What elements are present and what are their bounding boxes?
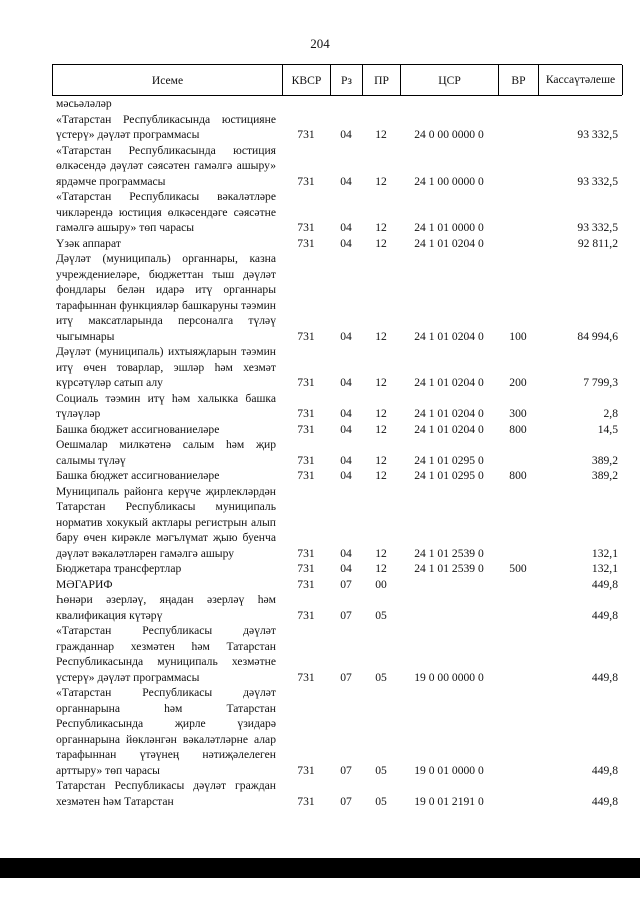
- row-name: «Татарстан Республикасында юстиция өлкәсендә дәүләт сәясәтен гамәлгә ашыру» ярдәмче программасы: [56, 143, 276, 188]
- row-pr: 05: [375, 670, 387, 684]
- row-kvsr: 731: [297, 577, 315, 591]
- row-rz: 04: [340, 221, 352, 234]
- row-amount: 449,8: [591, 577, 618, 591]
- row-name: МӘГАРИФ: [56, 577, 113, 591]
- row-csr: 24 1 01 0204 0: [414, 407, 484, 420]
- row-kvsr: 731: [297, 794, 315, 808]
- row-vr: 500: [509, 562, 527, 575]
- row-vr: 200: [509, 376, 527, 389]
- table-header: [52, 64, 622, 96]
- row-vr: 800: [509, 422, 527, 436]
- row-kvsr: 731: [297, 670, 315, 684]
- row-vr: [498, 778, 538, 809]
- row-rz: 07: [340, 608, 352, 622]
- table-row: [52, 484, 622, 562]
- header-kassa: [539, 65, 623, 95]
- row-pr: 05: [375, 763, 387, 777]
- row-vr: [498, 592, 538, 623]
- row-csr: 24 1 00 0000 0: [414, 174, 484, 188]
- header-csr: ЦСР: [401, 65, 499, 95]
- row-amount: 93 332,5: [577, 221, 618, 234]
- row-csr: 19 0 01 2191 0: [414, 794, 484, 808]
- row-vr: [498, 577, 538, 593]
- scan-bottom-bar: [0, 858, 640, 878]
- row-kvsr: 731: [297, 562, 315, 575]
- row-amount: 7 799,3: [583, 376, 618, 389]
- row-pr: 12: [375, 236, 387, 250]
- row-pr: 05: [375, 608, 387, 622]
- row-name: Муниципаль районга керүче җирлекләрдән Татарстан Республикасы муниципаль норматив хокукый актлары регистрын алып бару өчен кирәкле мәгълүмат җыю буенча дәүләт вәкаләтләрен гамәлгә ашыру: [56, 484, 276, 560]
- row-vr: [498, 236, 538, 252]
- row-amount: [538, 96, 622, 112]
- row-rz: 04: [340, 562, 352, 575]
- row-pr: 12: [375, 221, 387, 234]
- row-pr: 12: [375, 128, 387, 141]
- row-amount: 449,8: [591, 608, 618, 622]
- row-rz: 04: [340, 422, 352, 436]
- row-pr: 12: [375, 562, 387, 575]
- row-csr: 24 1 01 0204 0: [414, 376, 484, 389]
- row-csr: 24 0 00 0000 0: [414, 128, 484, 141]
- table-row: [52, 344, 622, 391]
- row-amount: 389,2: [591, 469, 618, 482]
- row-name: Үзәк аппарат: [56, 236, 121, 250]
- table-row: [52, 577, 622, 593]
- row-csr: 24 1 01 0204 0: [414, 422, 484, 436]
- row-csr: 19 0 00 0000 0: [414, 670, 484, 684]
- table-row: [52, 422, 622, 438]
- row-csr: 24 1 01 0295 0: [414, 453, 484, 467]
- row-kvsr: 731: [297, 376, 315, 389]
- table-row: [52, 112, 622, 143]
- row-vr: [498, 112, 538, 143]
- row-kvsr: 731: [297, 174, 315, 188]
- row-pr: 12: [375, 546, 387, 560]
- row-csr: 24 1 01 2539 0: [414, 546, 484, 560]
- table-row: [52, 143, 622, 190]
- row-csr: 24 1 01 0204 0: [414, 236, 484, 250]
- row-pr: 12: [375, 174, 387, 188]
- row-name: Башка бюджет ассигнованиеләре: [56, 469, 220, 482]
- row-kvsr: 731: [297, 128, 315, 141]
- row-amount: 93 332,5: [577, 174, 618, 188]
- row-rz: [330, 96, 362, 112]
- header-pr: ПР: [363, 65, 401, 95]
- row-name: Бюджетара трансфертлар: [56, 562, 182, 575]
- row-csr: 24 1 01 0295 0: [414, 469, 484, 482]
- row-amount: 14,5: [597, 422, 618, 436]
- row-kvsr: 731: [297, 546, 315, 560]
- row-amount: 132,1: [591, 546, 618, 560]
- row-vr: [498, 623, 538, 685]
- row-pr: 00: [375, 577, 387, 591]
- row-rz: 04: [340, 546, 352, 560]
- row-pr: 05: [375, 794, 387, 808]
- row-rz: 04: [340, 329, 352, 343]
- row-name: Татарстан Республикасы дәүләт граждан хезмәтен һәм Татарстан: [56, 779, 276, 808]
- row-vr: [498, 484, 538, 562]
- row-vr: [498, 189, 538, 236]
- header-kassa-line2: үтәлеше: [574, 73, 616, 86]
- row-csr: 24 1 01 0204 0: [414, 329, 484, 343]
- row-csr: [400, 96, 498, 112]
- row-name: Башка бюджет ассигнованиеләре: [56, 422, 220, 436]
- row-rz: 07: [340, 763, 352, 777]
- page-number: 204: [310, 36, 330, 51]
- row-vr: 100: [509, 329, 527, 343]
- row-name: «Татарстан Республикасында юстицияне үстерү» дәүләт программасы: [56, 112, 276, 141]
- row-csr: 24 1 01 2539 0: [414, 562, 484, 575]
- table-row: [52, 189, 622, 236]
- header-vr: ВР: [499, 65, 539, 95]
- row-amount: 132,1: [591, 562, 618, 575]
- row-name: «Татарстан Республикасы дәүләт органнарына һәм Татарстан Республикасында җирле үзидарә органнарына йөкләнгән вәкаләтләрне алар тарафыннан үтәүнең нәтиҗәлелеген арттыру» төп чарасы: [56, 686, 276, 777]
- row-rz: 04: [340, 469, 352, 482]
- row-rz: 07: [340, 670, 352, 684]
- row-name: Оешмалар милкәтенә салым һәм җир салымы түләү: [56, 438, 276, 467]
- row-kvsr: 731: [297, 221, 315, 234]
- row-rz: 04: [340, 236, 352, 250]
- row-name: мәсьәләләр: [56, 97, 112, 110]
- row-pr: 12: [375, 469, 387, 482]
- table-row: [52, 592, 622, 623]
- row-name: Һөнәри әзерләү, яңадан әзерләү һәм квалификация күтәрү: [56, 593, 276, 622]
- row-csr: 19 0 01 0000 0: [414, 763, 484, 777]
- row-amount: 449,8: [591, 763, 618, 777]
- row-csr: [400, 577, 498, 593]
- row-amount: 84 994,6: [577, 329, 618, 343]
- table-row: [52, 236, 622, 252]
- table-row: [52, 778, 622, 809]
- row-pr: 12: [375, 376, 387, 389]
- budget-table: [52, 64, 622, 809]
- row-kvsr: 731: [297, 329, 315, 343]
- row-csr: 24 1 01 0000 0: [414, 221, 484, 234]
- row-amount: 92 811,2: [577, 236, 618, 250]
- row-kvsr: 731: [297, 763, 315, 777]
- row-vr: 800: [509, 469, 527, 482]
- table-row: [52, 561, 622, 577]
- header-kassa-line1: Касса: [545, 73, 575, 86]
- row-pr: 12: [375, 453, 387, 467]
- row-pr: 12: [375, 329, 387, 343]
- row-name: «Татарстан Республикасы вәкаләтләре чикләрендә юстиция өлкәсендәге сәясәтне гамәлгә ашыру» төп чарасы: [56, 190, 276, 234]
- table-row: [52, 437, 622, 468]
- row-kvsr: [282, 96, 330, 112]
- row-pr: 12: [375, 422, 387, 436]
- row-vr: [498, 437, 538, 468]
- row-amount: 449,8: [591, 794, 618, 808]
- table-row: [52, 96, 622, 112]
- row-name: Дәүләт (муниципаль) органнары, казна учреждениеләре, бюджеттан тыш дәүләт фондлары белән идарә итү органнары тарафыннан функцияләр башкаруны тәэмин итү максатларында персоналга түләү чыгымнары: [56, 252, 276, 343]
- table-row: [52, 685, 622, 778]
- row-amount: 2,8: [603, 407, 618, 420]
- table-row: [52, 251, 622, 344]
- row-vr: [498, 685, 538, 778]
- row-rz: 07: [340, 577, 352, 591]
- table-row: [52, 468, 622, 484]
- table-row: [52, 623, 622, 685]
- row-rz: 04: [340, 376, 352, 389]
- header-kvsr: КВСР: [283, 65, 331, 95]
- row-name: «Татарстан Республикасы дәүләт гражданнар хезмәтен һәм Татарстан Республикасында муниципаль хезмәтне үстерү» дәүләт программасы: [56, 624, 276, 684]
- row-csr: [400, 592, 498, 623]
- row-rz: 07: [340, 794, 352, 808]
- row-pr: [362, 96, 400, 112]
- row-rz: 04: [340, 128, 352, 141]
- row-amount: 449,8: [591, 670, 618, 684]
- row-kvsr: 731: [297, 469, 315, 482]
- row-rz: 04: [340, 453, 352, 467]
- row-kvsr: 731: [297, 608, 315, 622]
- row-vr: [498, 96, 538, 112]
- header-rz: Рз: [331, 65, 363, 95]
- row-pr: 12: [375, 407, 387, 420]
- row-vr: 300: [509, 407, 527, 420]
- header-name: Исеме: [53, 65, 283, 95]
- row-amount: 389,2: [591, 453, 618, 467]
- row-name: Дәүләт (муниципаль) ихтыяҗларын тәэмин итү өчен товарлар, эшләр һәм хезмәт күрсәтүләр сатып алу: [56, 345, 276, 389]
- row-kvsr: 731: [297, 407, 315, 420]
- row-rz: 04: [340, 407, 352, 420]
- row-kvsr: 731: [297, 422, 315, 436]
- table-body: [52, 96, 622, 809]
- row-kvsr: 731: [297, 236, 315, 250]
- row-name: Социаль тәэмин итү һәм халыкка башка түләүләр: [56, 391, 276, 420]
- row-amount: 93 332,5: [577, 128, 618, 141]
- table-row: [52, 391, 622, 422]
- row-vr: [498, 143, 538, 190]
- row-rz: 04: [340, 174, 352, 188]
- row-kvsr: 731: [297, 453, 315, 467]
